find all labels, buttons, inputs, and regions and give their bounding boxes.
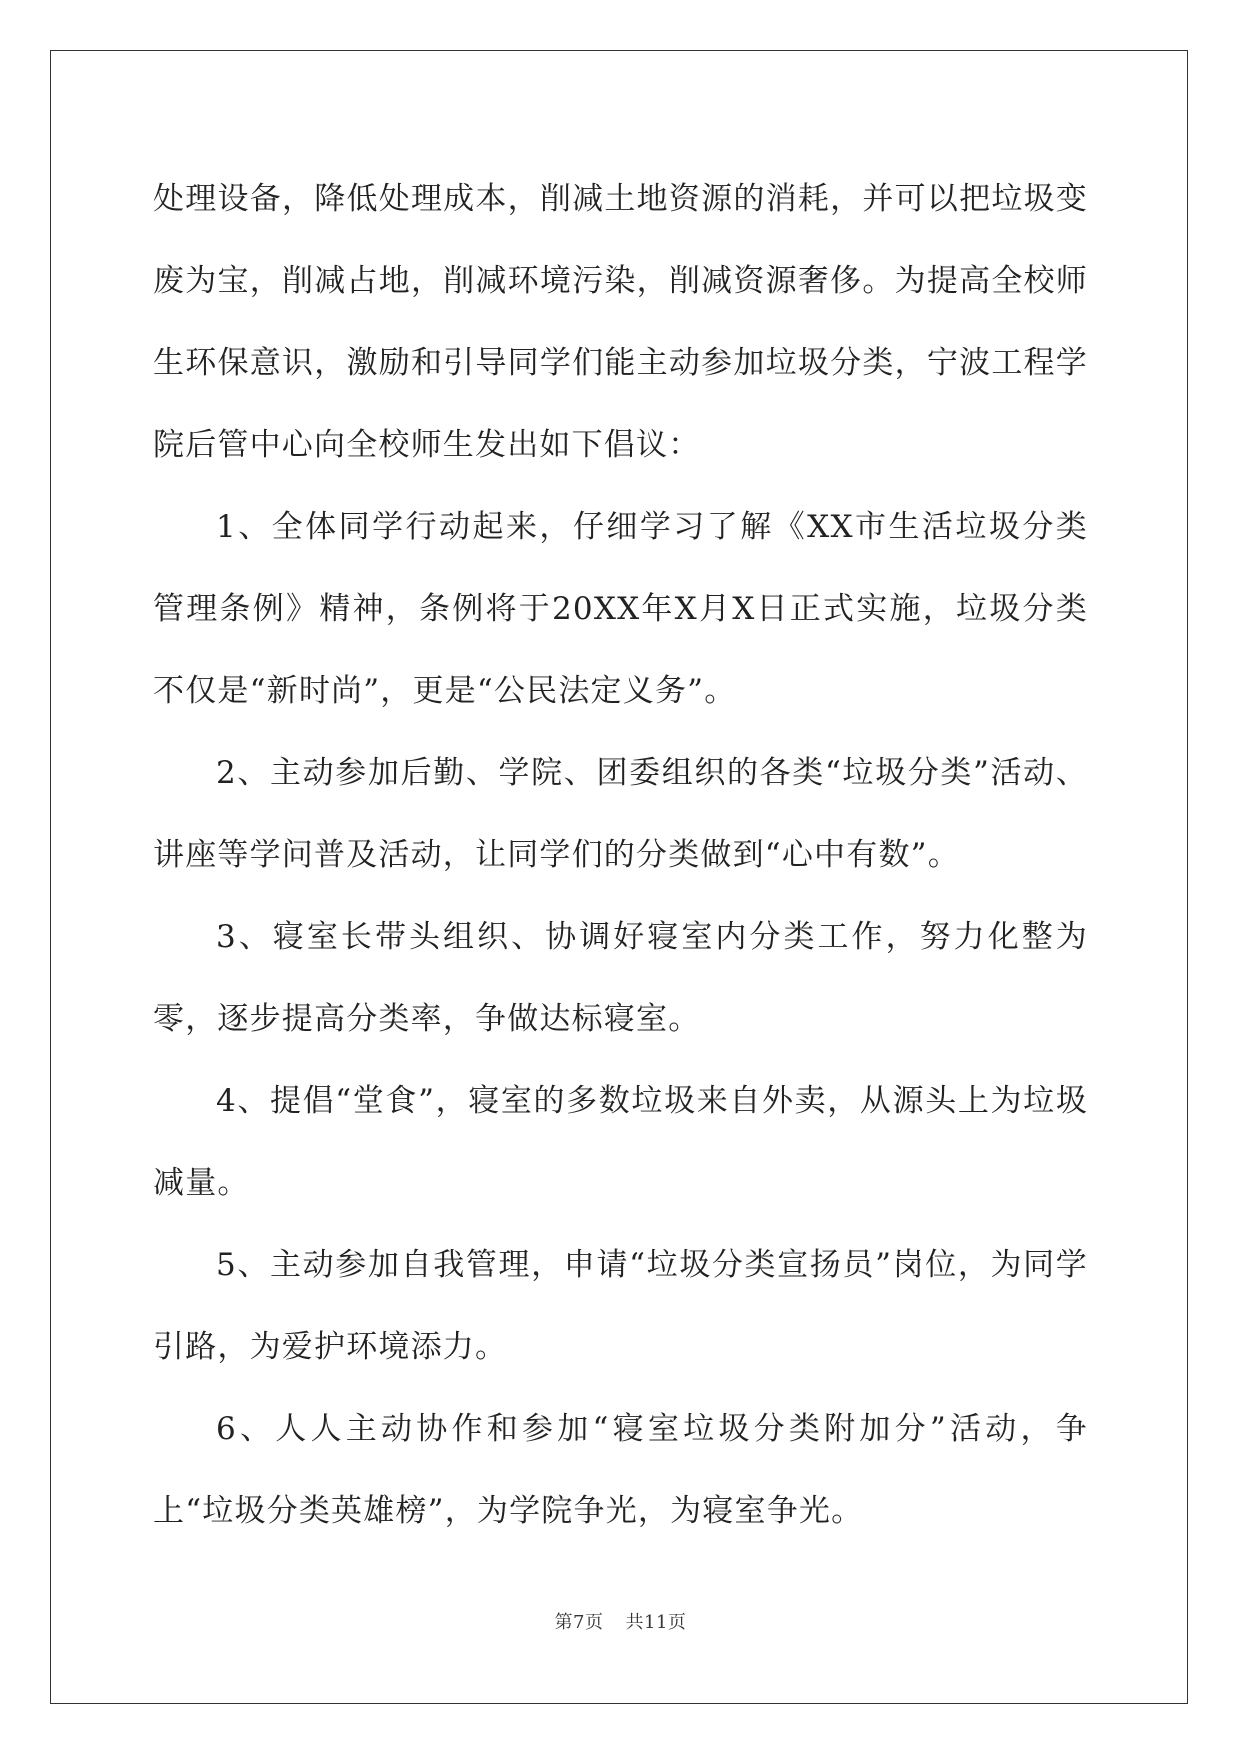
paragraph-item-4: 4、提倡“堂食”，寝室的多数垃圾来自外卖，从源头上为垃圾减量。 [153, 1083, 1088, 1201]
paragraph-item-3: 3、寝室长带头组织、协调好寝室内分类工作，努力化整为零，逐步提高分类率，争做达标寝室。 [153, 919, 1088, 1037]
paragraph-item-1: 1、全体同学行动起来，仔细学习了解《XX市生活垃圾分类管理条例》精神，条例将于20XX年X月X日正式实施，垃圾分类不仅是“新时尚”，更是“公民法定义务”。 [153, 509, 1088, 709]
paragraph-intro: 处理设备，降低处理成本，削减土地资源的消耗，并可以把垃圾变废为宝，削减占地，削减环境污染，削减资源奢侈。为提高全校师生环保意识，激励和引导同学们能主动参加垃圾分类，宁波工程学院后管中心向全校师生发出如下倡议： [153, 181, 1088, 463]
page-number: 第7页 [554, 1612, 604, 1633]
paragraph-item-2: 2、主动参加后勤、学院、团委组织的各类“垃圾分类”活动、讲座等学问普及活动，让同学们的分类做到“心中有数”。 [153, 755, 1088, 873]
document-body [153, 158, 1088, 1552]
page-footer [0, 1608, 1241, 1634]
paragraph-item-5: 5、主动参加自我管理，申请“垃圾分类宣扬员”岗位，为同学引路，为爱护环境添力。 [153, 1247, 1088, 1365]
page-total: 共11页 [625, 1612, 687, 1633]
paragraph-item-6: 6、人人主动协作和参加“寝室垃圾分类附加分”活动，争上“垃圾分类英雄榜”，为学院争光，为寝室争光。 [153, 1411, 1088, 1529]
